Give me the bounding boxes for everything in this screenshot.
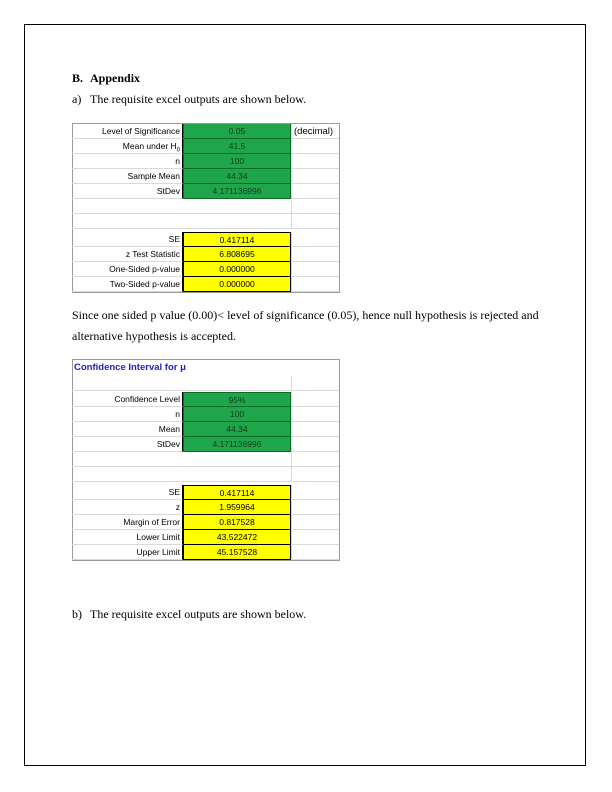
- empty-cell: [72, 214, 183, 229]
- row-label: Two-Sided p-value: [72, 277, 183, 292]
- row-label: z Test Statistic: [72, 247, 183, 262]
- table-row: [72, 184, 340, 199]
- row-label: n: [72, 154, 183, 169]
- table-row: [72, 500, 340, 515]
- row-label: Confidence Level: [72, 392, 183, 407]
- empty-cell: [291, 169, 339, 184]
- table-row: [72, 262, 340, 277]
- empty-cell: [183, 452, 291, 467]
- empty-cell: [291, 262, 339, 277]
- table-row: [72, 452, 340, 467]
- cell-value[interactable]: 44.34: [183, 169, 291, 184]
- cell-value[interactable]: 95%: [183, 392, 291, 407]
- section-heading: [72, 71, 140, 86]
- conclusion-paragraph: Since one sided p value (0.00)< level of significance (0.05), hence null hypothesis is rejected and alternative hypothesis is accepted.: [72, 308, 539, 343]
- table-row: [72, 124, 340, 139]
- ztest-table: [72, 124, 340, 293]
- cell-value[interactable]: 0.05: [183, 124, 291, 139]
- empty-cell: [72, 452, 183, 467]
- cell-value[interactable]: 0.000000: [183, 277, 291, 292]
- table-row: [72, 247, 340, 262]
- cell-value[interactable]: 100: [183, 407, 291, 422]
- table-row: [72, 232, 340, 247]
- cell-value[interactable]: 43.522472: [183, 530, 291, 545]
- empty-cell: [291, 452, 339, 467]
- row-label-text: Mean under H: [122, 141, 177, 151]
- empty-cell: [183, 214, 291, 229]
- cell-value[interactable]: 4.171136996: [183, 184, 291, 199]
- table-row: [72, 154, 340, 169]
- row-label: Mean: [72, 422, 183, 437]
- empty-cell: [183, 467, 291, 482]
- part-b-number: b): [72, 607, 82, 621]
- empty-cell: [291, 199, 339, 214]
- cell-note: (decimal): [291, 124, 339, 139]
- row-label: Sample Mean: [72, 169, 183, 184]
- table-row: [72, 515, 340, 530]
- empty-cell: [291, 154, 339, 169]
- table-row: [72, 485, 340, 500]
- part-b-text: The requisite excel outputs are shown below.: [90, 607, 307, 621]
- table-row: [72, 277, 340, 292]
- table-row: [72, 214, 340, 229]
- empty-cell: [291, 407, 339, 422]
- table-row: [72, 392, 340, 407]
- empty-cell: [72, 467, 183, 482]
- row-label: z: [72, 500, 183, 515]
- empty-cell: [291, 422, 339, 437]
- table-row: [72, 407, 340, 422]
- table-row: [72, 422, 340, 437]
- table-row: [72, 467, 340, 482]
- cell-value[interactable]: 0.000000: [183, 262, 291, 277]
- empty-cell: [291, 437, 339, 452]
- row-label: StDev: [72, 184, 183, 199]
- ci-table-title: Confidence Interval for μ: [74, 362, 186, 373]
- table-row: [72, 169, 340, 184]
- row-label: StDev: [72, 437, 183, 452]
- table-row: [72, 530, 340, 545]
- cell-value[interactable]: 0.817528: [183, 515, 291, 530]
- empty-cell: [291, 515, 339, 530]
- cell-value[interactable]: 41.5: [183, 139, 291, 154]
- empty-cell: [291, 247, 339, 262]
- section-number: B.: [72, 71, 84, 85]
- part-a-text: The requisite excel outputs are shown below.: [90, 92, 307, 106]
- empty-cell: [291, 500, 339, 515]
- row-label: One-Sided p-value: [72, 262, 183, 277]
- table-row: [72, 545, 340, 560]
- empty-cell: [183, 376, 291, 391]
- empty-cell: [291, 232, 339, 247]
- table-row: [72, 376, 340, 391]
- empty-cell: [291, 376, 339, 391]
- part-a-number: a): [72, 92, 82, 106]
- empty-cell: [291, 184, 339, 199]
- row-label: [72, 139, 183, 154]
- table-row: [72, 437, 340, 452]
- empty-cell: [183, 199, 291, 214]
- table-row: [72, 199, 340, 214]
- cell-value[interactable]: 1.959964: [183, 500, 291, 515]
- row-label-subscript: 0: [176, 147, 180, 154]
- section-title: Appendix: [90, 71, 141, 85]
- cell-value[interactable]: 100: [183, 154, 291, 169]
- row-label: SE: [72, 232, 183, 247]
- cell-value[interactable]: 0.417114: [183, 485, 291, 500]
- empty-cell: [291, 139, 339, 154]
- cell-value[interactable]: 45.157528: [183, 545, 291, 560]
- empty-cell: [72, 199, 183, 214]
- cell-value[interactable]: 6.808695: [183, 247, 291, 262]
- row-label: Lower Limit: [72, 530, 183, 545]
- row-label: SE: [72, 485, 183, 500]
- empty-cell: [291, 530, 339, 545]
- empty-cell: [291, 214, 339, 229]
- row-label: Upper Limit: [72, 545, 183, 560]
- row-label: Margin of Error: [72, 515, 183, 530]
- cell-value[interactable]: 4.171136996: [183, 437, 291, 452]
- cell-value[interactable]: 0.417114: [183, 232, 291, 247]
- row-label: Level of Significance: [72, 124, 183, 139]
- empty-cell: [72, 376, 183, 391]
- part-b-label: [72, 607, 306, 622]
- row-label: n: [72, 407, 183, 422]
- empty-cell: [291, 277, 339, 292]
- empty-cell: [291, 485, 339, 500]
- empty-cell: [291, 545, 339, 560]
- cell-value[interactable]: 44.34: [183, 422, 291, 437]
- table-row: [72, 139, 340, 154]
- empty-cell: [291, 392, 339, 407]
- empty-cell: [291, 467, 339, 482]
- ci-table: [72, 360, 340, 561]
- part-a-label: [72, 92, 306, 107]
